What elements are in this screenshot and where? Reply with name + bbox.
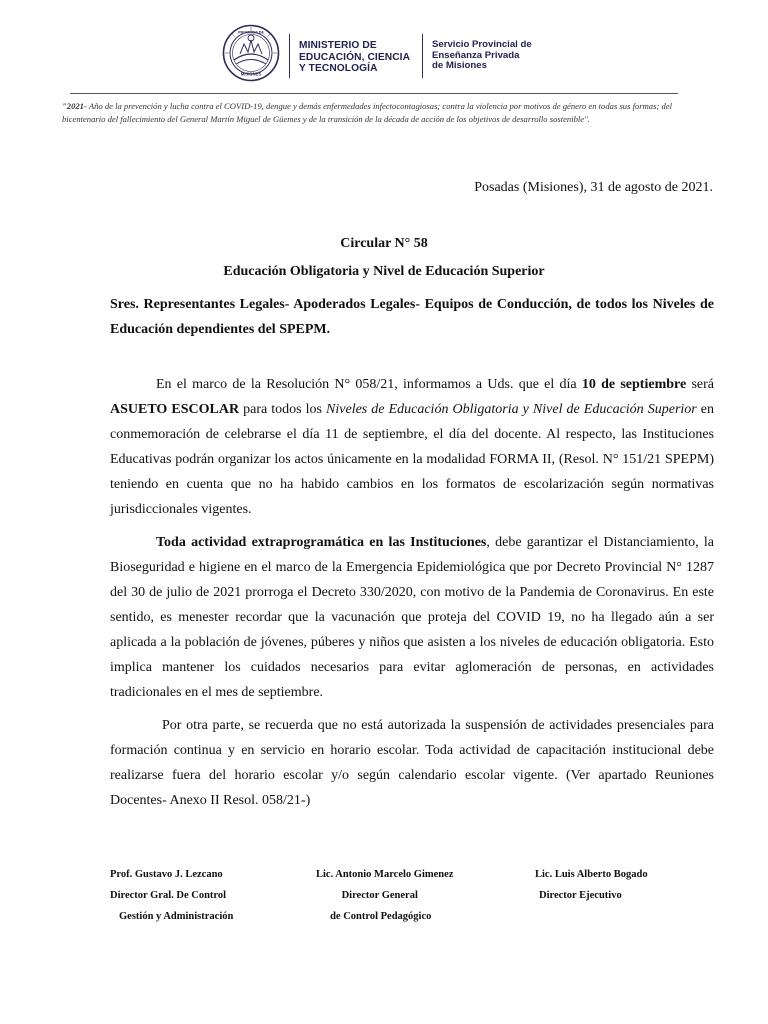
seal-text-bottom: MISIONES: [240, 71, 262, 77]
paragraph-1: [110, 372, 714, 522]
p2-text: , debe garantizar el Distanciamiento, la Bioseguridad e higiene en el marco de la Emergencia Epidemiológica que por Decreto Provincial N° 1287 del 30 de julio de 2021 prorroga el Decreto 330/2020, con motivo de la Pandemia de Coronavirus. En este sentido, es menester recordar que la vacunación que proteja del COVID 19, no ha llegado aún a ser aplicada a la población de jóvenes, púberes y niños que asisten a los niveles de educación obligatoria. Esto implica mantener los cuidados necesarios para evitar aglomeración de personas, en actividades tradicionales en el mes de septiembre.: [110, 535, 714, 700]
provincial-seal-icon: [222, 24, 280, 82]
signature-title: Director General: [341, 890, 418, 901]
addressee: Sres. Representantes Legales- Apoderados Legales- Equipos de Conducción, de todos los Niveles de Educación dependientes del SPEPM.: [110, 297, 714, 337]
p1-asueto-bold: ASUETO ESCOLAR: [110, 402, 240, 417]
p2-bold-lead: Toda actividad extraprogramática en las Instituciones: [156, 535, 487, 550]
ministry-name: [299, 40, 410, 75]
letterhead: [0, 20, 768, 80]
circular-subject: Educación Obligatoria y Nivel de Educación Superior: [223, 264, 545, 279]
signature-gimenez: [316, 864, 453, 927]
ministry-line-2: EDUCACIÓN, CIENCIA: [299, 51, 411, 63]
circular-number: Circular N° 58: [340, 236, 428, 251]
service-name: [432, 40, 532, 72]
service-line-1: Servicio Provincial de: [432, 39, 532, 50]
service-line-3: de Misiones: [432, 60, 487, 71]
year-motto: [62, 100, 712, 125]
p1-text-a: En el marco de la Resolución N° 058/21, informamos a Uds. que el día: [156, 377, 582, 392]
ministry-line-1: MINISTERIO DE: [299, 40, 377, 51]
signature-bogado: [535, 864, 648, 906]
header-divider-2: [422, 34, 423, 78]
motto-year: "2021: [62, 101, 84, 111]
signature-name: Lic. Antonio Marcelo Gimenez: [316, 869, 454, 880]
signature-title: Gestión y Administración: [119, 911, 234, 922]
motto-text: - Año de la prevención y lucha contra el COVID-19, dengue y demás enfermedades infectocontagiosas; contra la violencia por motivos de género en todas sus formas; del bicentenario del fallecimiento del General Martín Miguel de Güemes y de la transición de la década de acción de los objetivos de desarrollo sostenible".: [62, 101, 672, 124]
p1-date-bold: 10 de septiembre: [581, 377, 687, 392]
p1-text-e: para todos los: [239, 402, 327, 417]
paragraph-3: [110, 713, 714, 813]
signature-title: de Control Pedagógico: [330, 911, 432, 922]
p1-levels-italic: Niveles de Educación Obligatoria y Nivel de Educación Superior: [326, 402, 697, 417]
p3-text: Por otra parte, se recuerda que no está autorizada la suspensión de actividades presenciales para formación continua y en servicio en horario escolar. Toda actividad de capacitación institucional debe realizarse fuera del horario escolar y/o según calendario escolar vigente. (Ver apartado Reuniones Docentes- Anexo II Resol. 058/21-): [110, 718, 714, 808]
p1-text-c: será: [686, 377, 714, 392]
signature-lezcano: [110, 864, 233, 927]
signature-name: Prof. Gustavo J. Lezcano: [110, 869, 223, 880]
seal-text-top: PROVINCIA DE: [238, 30, 264, 35]
header-divider: [289, 34, 290, 78]
document-date: Posadas (Misiones), 31 de agosto de 2021.: [474, 180, 713, 195]
signature-title: Director Gral. De Control: [110, 890, 227, 901]
signature-name: Lic. Luis Alberto Bogado: [535, 869, 648, 880]
signature-title: Director Ejecutivo: [539, 890, 622, 901]
ministry-line-3: Y TECNOLOGÍA: [299, 63, 378, 74]
service-line-2: Enseñanza Privada: [432, 49, 520, 61]
paragraph-2: [110, 530, 714, 705]
header-rule: [70, 93, 678, 94]
p1-text-g: en conmemoración de celebrarse el día 11 de septiembre, el día del docente. Al respecto, las Instituciones Educativas podrán organizar los actos únicamente en la modalidad FORMA II, (Resol. N° 151/21 SPEPM) teniendo en cuenta que no ha habido cambios en los formatos de escolarización según normativas jurisdiccionales vigentes.: [110, 402, 715, 517]
